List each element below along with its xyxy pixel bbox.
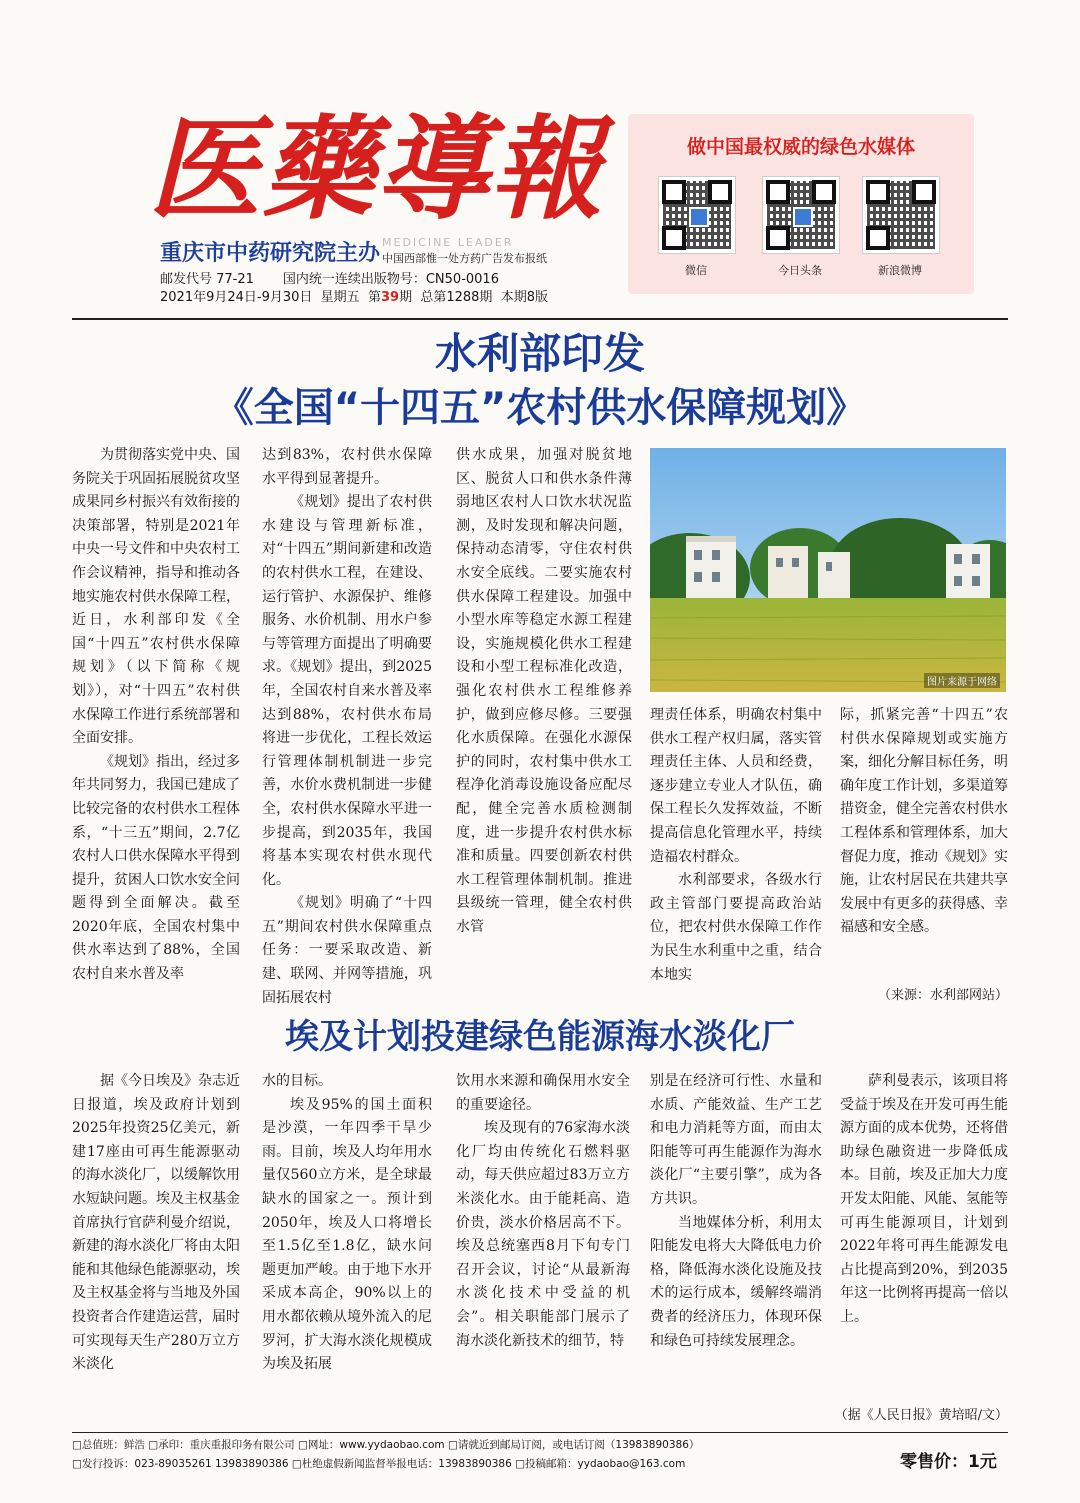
article2-column-5 (840, 1070, 1008, 1402)
rice-field-illustration (650, 448, 1006, 692)
paragraph: 供水成果，加强对脱贫地区、脱贫人口和供水条件薄弱地区农村人口饮水状况监测，及时发现和解决问题，保持动态清零，守住农村供水安全底线。二要实施农村供水保障工程建设。加强中小型水库等稳定水源工程建设，实施规模化供水工程建设和小型工程标准化改造，强化农村供水工程维修养护，做到应修尽修。三要强化水质保障。在强化水源保护的同时，农村集中供水工程净化消毒设施设备应配尽配，健全完善水质检测制度，进一步提升农村供水标准和质量。四要创新农村供水工程管理体制机制。推进县级统一管理，健全农村供水管 (456, 447, 632, 935)
paragraph: 《规划》提出了农村供水建设与管理新标准，对“十四五”期间新建和改造的农村供水工程，在建设、运行管护、水源保护、维修服务、水价机制、用水户参与等管理方面提出了明确要求。《规划》提出，到2025年，全国农村自来水普及率达到88%，农村供水布局将进一步优化，工程长效运行管理体制机制进一步完善，水价水费机制进一步健全，农村供水保障水平进一步提高，到2035年，我国将基本实现农村供水现代化。 (262, 494, 432, 888)
paragraph: 际，抓紧完善“十四五”农村供水保障规划或实施方案，细化分解目标任务，明确年度工作计划，多渠道筹措资金，健全完善农村供水工程体系和管理体系，加大督促力度，推动《规划》实施，让农村居民在共建共享发展中有更多的获得感、幸福感和安全感。 (840, 707, 1008, 936)
article1-column-4 (650, 704, 822, 1004)
article1-column-1 (72, 444, 240, 1010)
paragraph: 据《今日埃及》杂志近日报道，埃及政府计划到2025年投资25亿美元，新建17座由可再生能源驱动的海水淡化厂，以缓解饮用水短缺问题。埃及主权基金首席执行官萨利曼介绍说，新建的海水淡化厂将由太阳能和其他绿色能源驱动，埃及主权基金将与当地及外国投资者合作建造运营，届时可实现每天生产280万立方米淡化 (72, 1073, 240, 1373)
issue-date: 2021年9月24日-9月30日 (160, 290, 313, 305)
paragraph: 《规划》指出，经过多年共同努力，我国已建成了比较完备的农村供水工程体系，“十三五”期间，2.7亿农村人口供水保障水平得到提升，贫困人口饮水安全问题得到全面解决。截至2020年底，全国农村集中供水率达到了88%，全国农村自来水普及率 (72, 753, 240, 983)
article1-title-line1: 水利部印发 (434, 329, 645, 378)
article1-title-line2: 《全国“十四五”农村供水保障规划》 (213, 385, 867, 431)
article2-column-3 (456, 1070, 630, 1426)
issue-info-line (160, 286, 548, 305)
rice-field-photo (650, 448, 1006, 692)
paragraph: 萨利曼表示，该项目将受益于埃及在开发可再生能源方面的成本优势，还将借助绿色融资进一步降低成本。目前，埃及正加大力度开发太阳能、风能、氢能等可再生能源项目，计划到2022年将可再生能源发电占比提高到20%，到2035年这一比例将再提高一倍以上。 (840, 1073, 1008, 1325)
article1-column-3 (456, 444, 632, 1010)
article1-source: （来源：水利部网站） (877, 988, 1008, 1003)
article2-column-1 (72, 1070, 240, 1426)
article2-column-2 (262, 1070, 432, 1426)
paragraph: 达到83%，农村供水保障水平得到显著提升。 (262, 447, 432, 487)
page-count: 本期8版 (500, 290, 548, 305)
masthead-divider (72, 318, 1008, 320)
weibo-qr-icon[interactable] (862, 176, 940, 254)
sponsor-line: 重庆市中药研究院主办 (160, 241, 381, 266)
article1-column-2 (262, 444, 432, 1010)
issue-prefix: 第 (367, 290, 381, 305)
retail-price: 零售价：1元 (900, 1452, 997, 1472)
toutiao-qr-icon[interactable] (762, 176, 840, 254)
paragraph: 水的目标。 (262, 1073, 332, 1089)
issue-weekday: 星期五 (320, 290, 360, 305)
promo-title: 做中国最权威的绿色水媒体 (686, 136, 915, 158)
postal-code: 邮发代号 77-21 (160, 272, 254, 287)
paragraph: 理责任体系，明确农村集中供水工程产权归属，落实管理责任主体、人员和经费，逐步建立专业人才队伍，确保工程长久发挥效益，不断提高信息化管理水平，持续造福农村群众。 (650, 707, 822, 865)
qr-label-toutiao: 今日头条 (778, 264, 822, 277)
publication-description: 中国西部惟一处方药广告发布报纸 (382, 252, 547, 265)
article2-source: （据《人民日报》黄培昭/文） (834, 1408, 1008, 1423)
paragraph: 埃及95%的国土面积是沙漠，一年四季干旱少雨。目前，埃及人均年用水量仅560立方米，是全球最缺水的国家之一。预计到2050年，埃及人口将增长至1.5亿至1.8亿，缺水问题更加严峻。由于地下水开采成本高企，90%以上的用水都依赖从境外流入的尼罗河，扩大海水淡化规模成为埃及拓展 (262, 1096, 432, 1373)
article2-title: 埃及计划投建绿色能源海水淡化厂 (285, 1017, 795, 1057)
qr-label-wechat: 微信 (685, 264, 707, 277)
footer (72, 1436, 892, 1474)
wechat-qr-icon[interactable] (658, 176, 736, 254)
promo-box (628, 114, 974, 294)
footer-line-1: □总值班：鲜浩 □承印：重庆重报印务有限公司 □网址：www.yydaobao.com □请就近到邮局订阅，或电话订阅（13983890386） (72, 1439, 700, 1451)
issue-number: 39 (380, 290, 400, 305)
issue-suffix: 期 (399, 290, 413, 305)
paragraph: 为贯彻落实党中央、国务院关于巩固拓展脱贫攻坚成果同乡村振兴有效衔接的决策部署，特别是2021年中央一号文件和中央农村工作会议精神，指导和推动各地实施农村供水保障工程，近日，水利部印发《全国“十四五”农村供水保障规划》（以下简称《规划》），对“十四五”农村供水保障工作进行系统部署和全面安排。 (72, 447, 240, 747)
paragraph: 当地媒体分析，利用太阳能发电将大大降低电力价格，降低海水淡化设施及技术的运行成本，缓解终端消费者的经济压力，体现环保和绿色可持续发展理念。 (650, 1214, 822, 1349)
english-name: MEDICINE LEADER (382, 236, 514, 249)
article1-column-5 (840, 704, 1008, 984)
total-issue: 总第1288期 (420, 290, 493, 305)
paragraph: 饮用水来源和确保用水安全的重要途径。 (456, 1073, 630, 1113)
serial-number: 国内统一连续出版物号：CN50-0016 (282, 272, 499, 287)
paragraph: 埃及现有的76家海水淡化厂均由传统化石燃料驱动，每天供应超过83万立方米淡化水。由于能耗高、造价贵，淡水价格居高不下。埃及总统塞西8月下旬专门召开会议，讨论“从最新海水淡化技术中受益的机会”。相关职能部门展示了海水淡化新技术的细节，特 (456, 1120, 630, 1349)
paragraph: 别是在经济可行性、水量和水质、产能效益、生产工艺和电力消耗等方面，而由太阳能等可再生能源作为海水淡化厂“主要引擎”，成为各方共识。 (650, 1073, 822, 1207)
article2-column-4 (650, 1070, 822, 1426)
masthead-logo: 医藥導報 (148, 104, 604, 235)
qr-label-weibo: 新浪微博 (878, 264, 922, 277)
footer-divider (72, 1432, 1008, 1433)
footer-line-2: □发行投诉：023-89035261 13983890386 □杜绝虚假新闻监督举报电话：13983890386 □投稿邮箱：yydaobao@163.com (72, 1458, 686, 1470)
photo-credit: 图片来源于网络 (924, 673, 1000, 688)
publication-info-line (160, 268, 499, 287)
paragraph: 《规划》明确了“十四五”期间农村供水保障重点任务：一要采取改造、新建、联网、并网等措施，巩固拓展农村 (262, 895, 432, 1006)
paragraph: 水利部要求，各级水行政主管部门要提高政治站位，把农村供水保障工作作为民生水利重中之重，结合本地实 (650, 872, 822, 983)
